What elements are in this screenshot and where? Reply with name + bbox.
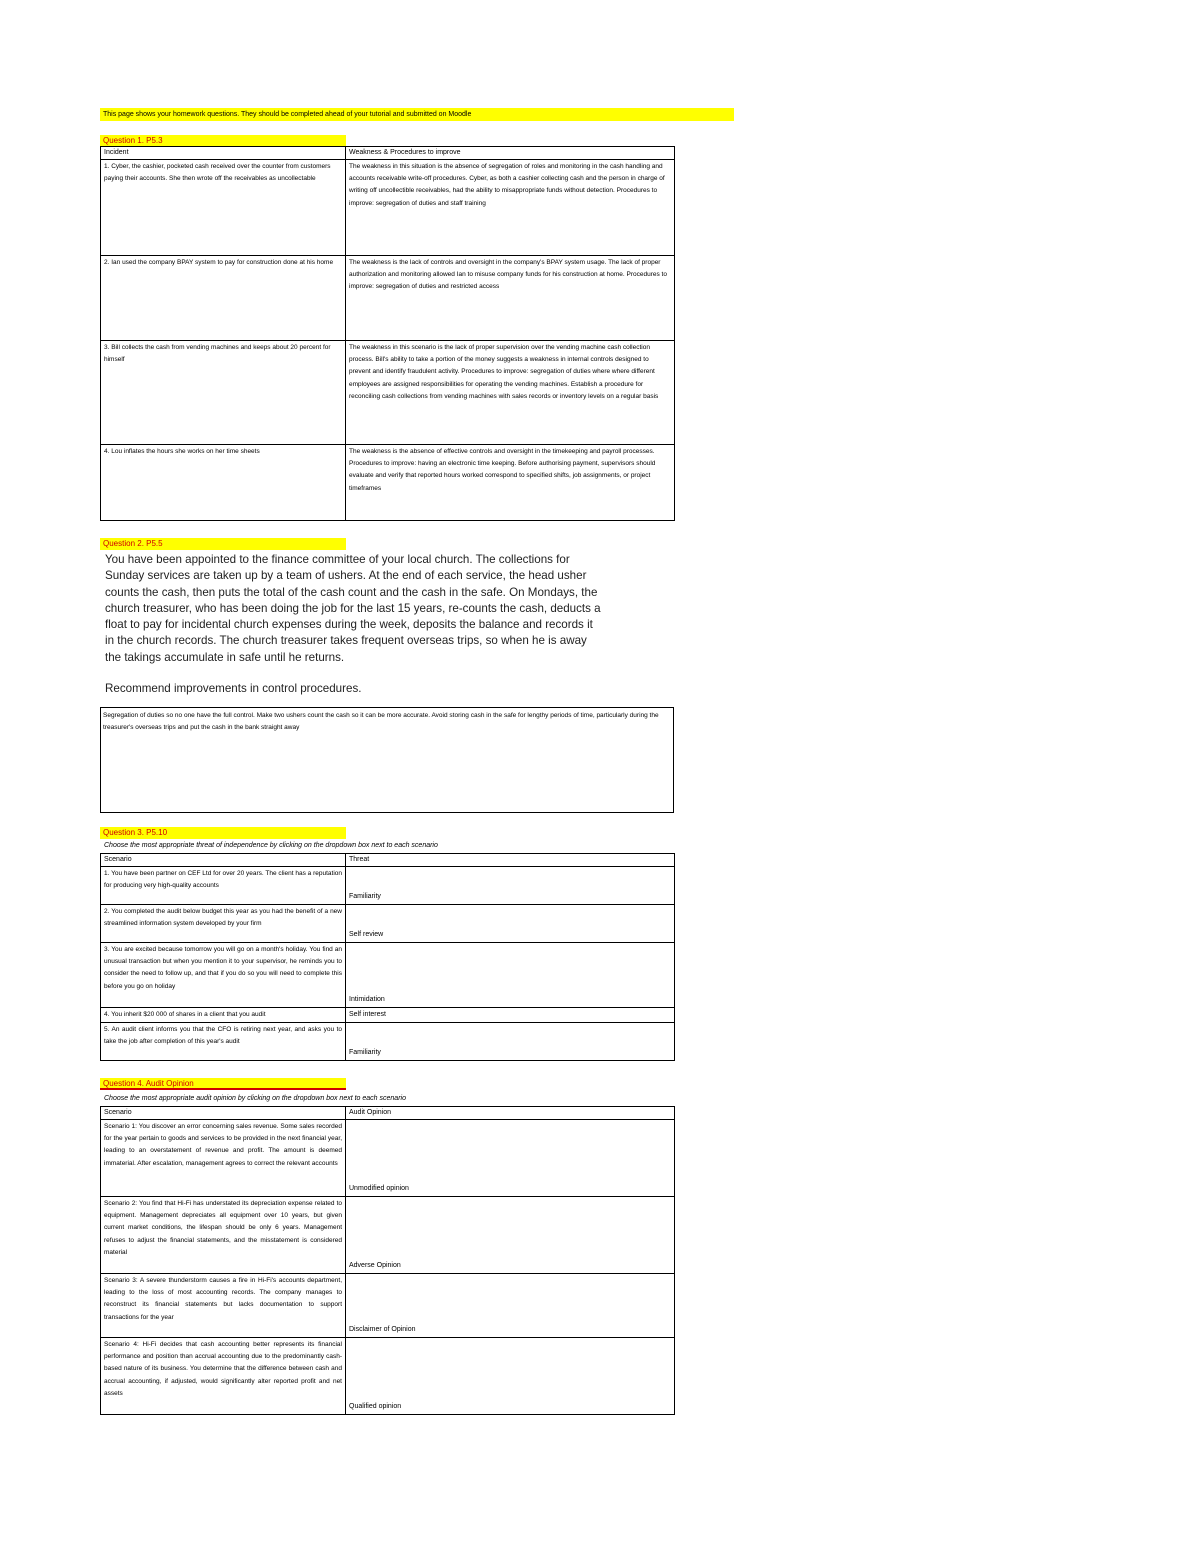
q4-scenario-cell: Scenario 2: You find that Hi-Fi has understated its depreciation expense related to equipment. Management depreciates all equipment over 10 years, but given current market conditions, the lifespan should be only 6 years. Management refuses to adjust the financial statements, and the misstatement is considered material [101, 1197, 346, 1274]
question-2-label: Question 2. P5.5 [100, 538, 346, 550]
q3-threat-dropdown[interactable]: Self interest [346, 1008, 675, 1023]
q1-header-weakness: Weakness & Procedures to improve [346, 147, 675, 160]
q4-opinion-dropdown[interactable]: Qualified opinion [346, 1338, 675, 1415]
q3-scenario-cell: 3. You are excited because tomorrow you will go on a month's holiday. You find an unusual transaction but when you mention it to your supervisor, he reminds you to consider the need to follow up, and that if you do so you will need to complete this before you go on holiday [101, 943, 346, 1008]
q3-threat-dropdown[interactable]: Intimidation [346, 943, 675, 1008]
table-row [101, 256, 675, 341]
q1-answer-cell[interactable]: The weakness in this scenario is the lack of proper supervision over the vending machine cash collection process. Bill's ability to take a portion of the money suggests a weakness in internal controls designed to prevent and identify fraudulent activity. Procedures to improve: segregation of duties where where different employees are assigned responsibilities for operating the vending machines. Establish a procedure for reconciling cash collections from vending machines with sales records or inventory levels on a regular basis [346, 341, 675, 445]
question-1-table [100, 146, 675, 521]
question-3-instruction: Choose the most appropriate threat of independence by clicking on the dropdown box next to each scenario [104, 842, 438, 849]
q4-header-opinion: Audit Opinion [346, 1107, 675, 1120]
q4-scenario-cell: Scenario 3: A severe thunderstorm causes a fire in Hi-Fi's accounts department, leading to the loss of most accounting records. The company manages to reconstruct its financial statements but lacks documentation to support transactions for the year [101, 1274, 346, 1338]
q1-header-incident: Incident [101, 147, 346, 160]
question-4-table [100, 1106, 675, 1415]
q1-incident-cell: 1. Cyber, the cashier, pocketed cash received over the counter from customers paying their accounts. She then wrote off the receivables as uncollectable [101, 160, 346, 256]
q1-incident-cell: 3. Bill collects the cash from vending machines and keeps about 20 percent for himself [101, 341, 346, 445]
table-row [101, 341, 675, 445]
homework-banner: This page shows your homework questions. They should be completed ahead of your tutorial and submitted on Moodle [100, 108, 734, 121]
q3-threat-dropdown[interactable]: Familiarity [346, 1023, 675, 1061]
q3-scenario-cell: 2. You completed the audit below budget this year as you had the benefit of a new streamlined information system developed by your firm [101, 905, 346, 943]
table-row [101, 1274, 675, 1338]
q4-opinion-dropdown[interactable]: Adverse Opinion [346, 1197, 675, 1274]
question-3-label: Question 3. P5.10 [100, 827, 346, 839]
q4-opinion-dropdown[interactable]: Disclaimer of Opinion [346, 1274, 675, 1338]
table-row [101, 943, 675, 1008]
table-row [101, 905, 675, 943]
q4-scenario-cell: Scenario 1: You discover an error concerning sales revenue. Some sales recorded for the year pertain to goods and services to be provided in the next financial year, leading to an overstatement of revenue and profit. The amount is deemed immaterial. After escalation, management agrees to correct the relevant accounts [101, 1120, 346, 1197]
q3-header-scenario: Scenario [101, 854, 346, 867]
question-4-instruction: Choose the most appropriate audit opinion by clicking on the dropdown box next to each scenario [104, 1095, 406, 1102]
q4-scenario-cell: Scenario 4: Hi-Fi decides that cash accounting better represents its financial performance and position than accrual accounting due to the predominantly cash-based nature of its business. You determine that the difference between cash and accrual accounting, if adjusted, would significantly alter reported profit and net assets [101, 1338, 346, 1415]
question-3-table [100, 853, 675, 1061]
q3-scenario-cell: 5. An audit client informs you that the CFO is retiring next year, and asks you to take the job after completion of this year's audit [101, 1023, 346, 1061]
question-1-label: Question 1. P5.3 [100, 135, 346, 147]
table-row [101, 1197, 675, 1274]
q1-incident-cell: 4. Lou inflates the hours she works on her time sheets [101, 445, 346, 521]
q3-threat-dropdown[interactable]: Familiarity [346, 867, 675, 905]
table-row [101, 1023, 675, 1061]
table-row [101, 1338, 675, 1415]
question-4-label: Question 4. Audit Opinion [100, 1078, 346, 1090]
q1-answer-cell[interactable]: The weakness in this situation is the absence of segregation of roles and monitoring in the cash handling and accounts receivable write-off procedures. Cyber, as both a cashier collecting cash and the person in charge of writing off uncollectible receivables, had the ability to misappropriate funds without detection. Procedures to improve: segregation of duties and staff training [346, 160, 675, 256]
question-2-paragraph: You have been appointed to the finance committee of your local church. The collections for Sunday services are taken up by a team of ushers. At the end of each service, the head usher counts the cash, then puts the total of the cash count and the cash in the safe. On Mondays, the church treasurer, who has been doing the job for the last 15 years, re-counts the cash, deducts a float to pay for incidental church expenses during the week, deposits the balance and records it in the church records. The church treasurer takes frequent overseas trips, so when he is away the takings accumulate in safe until he returns. [105, 553, 601, 664]
q4-opinion-dropdown[interactable]: Unmodified opinion [346, 1120, 675, 1197]
question-2-answer-box[interactable]: Segregation of duties so no one have the full control. Make two ushers count the cash so it can be more accurate. Avoid storing cash in the safe for lengthy periods of time, particularly during the treasurer's overseas trips and put the cash in the bank straight away [100, 707, 674, 813]
question-2-recommend: Recommend improvements in control procedures. [105, 682, 362, 695]
table-row [101, 1120, 675, 1197]
table-row [101, 867, 675, 905]
table-row [101, 1008, 675, 1023]
q3-scenario-cell: 4. You inherit $20 000 of shares in a client that you audit [101, 1008, 346, 1023]
table-row [101, 160, 675, 256]
q3-scenario-cell: 1. You have been partner on CEF Ltd for over 20 years. The client has a reputation for producing very high-quality accounts [101, 867, 346, 905]
q1-answer-cell[interactable]: The weakness is the absence of effective controls and oversight in the timekeeping and payroll processes. Procedures to improve: having an electronic time keeping. Before authorising payment, supervisors should evaluate and verify that reported hours worked correspond to specified shifts, job assignments, or project timeframes [346, 445, 675, 521]
table-row [101, 445, 675, 521]
q3-header-threat: Threat [346, 854, 675, 867]
q1-answer-cell[interactable]: The weakness is the lack of controls and oversight in the company's BPAY system usage. The lack of proper authorization and monitoring allowed Ian to misuse company funds for his construction at home. Procedures to improve: segregation of duties and restricted access [346, 256, 675, 341]
q3-threat-dropdown[interactable]: Self review [346, 905, 675, 943]
q4-header-scenario: Scenario [101, 1107, 346, 1120]
q1-incident-cell: 2. Ian used the company BPAY system to pay for construction done at his home [101, 256, 346, 341]
